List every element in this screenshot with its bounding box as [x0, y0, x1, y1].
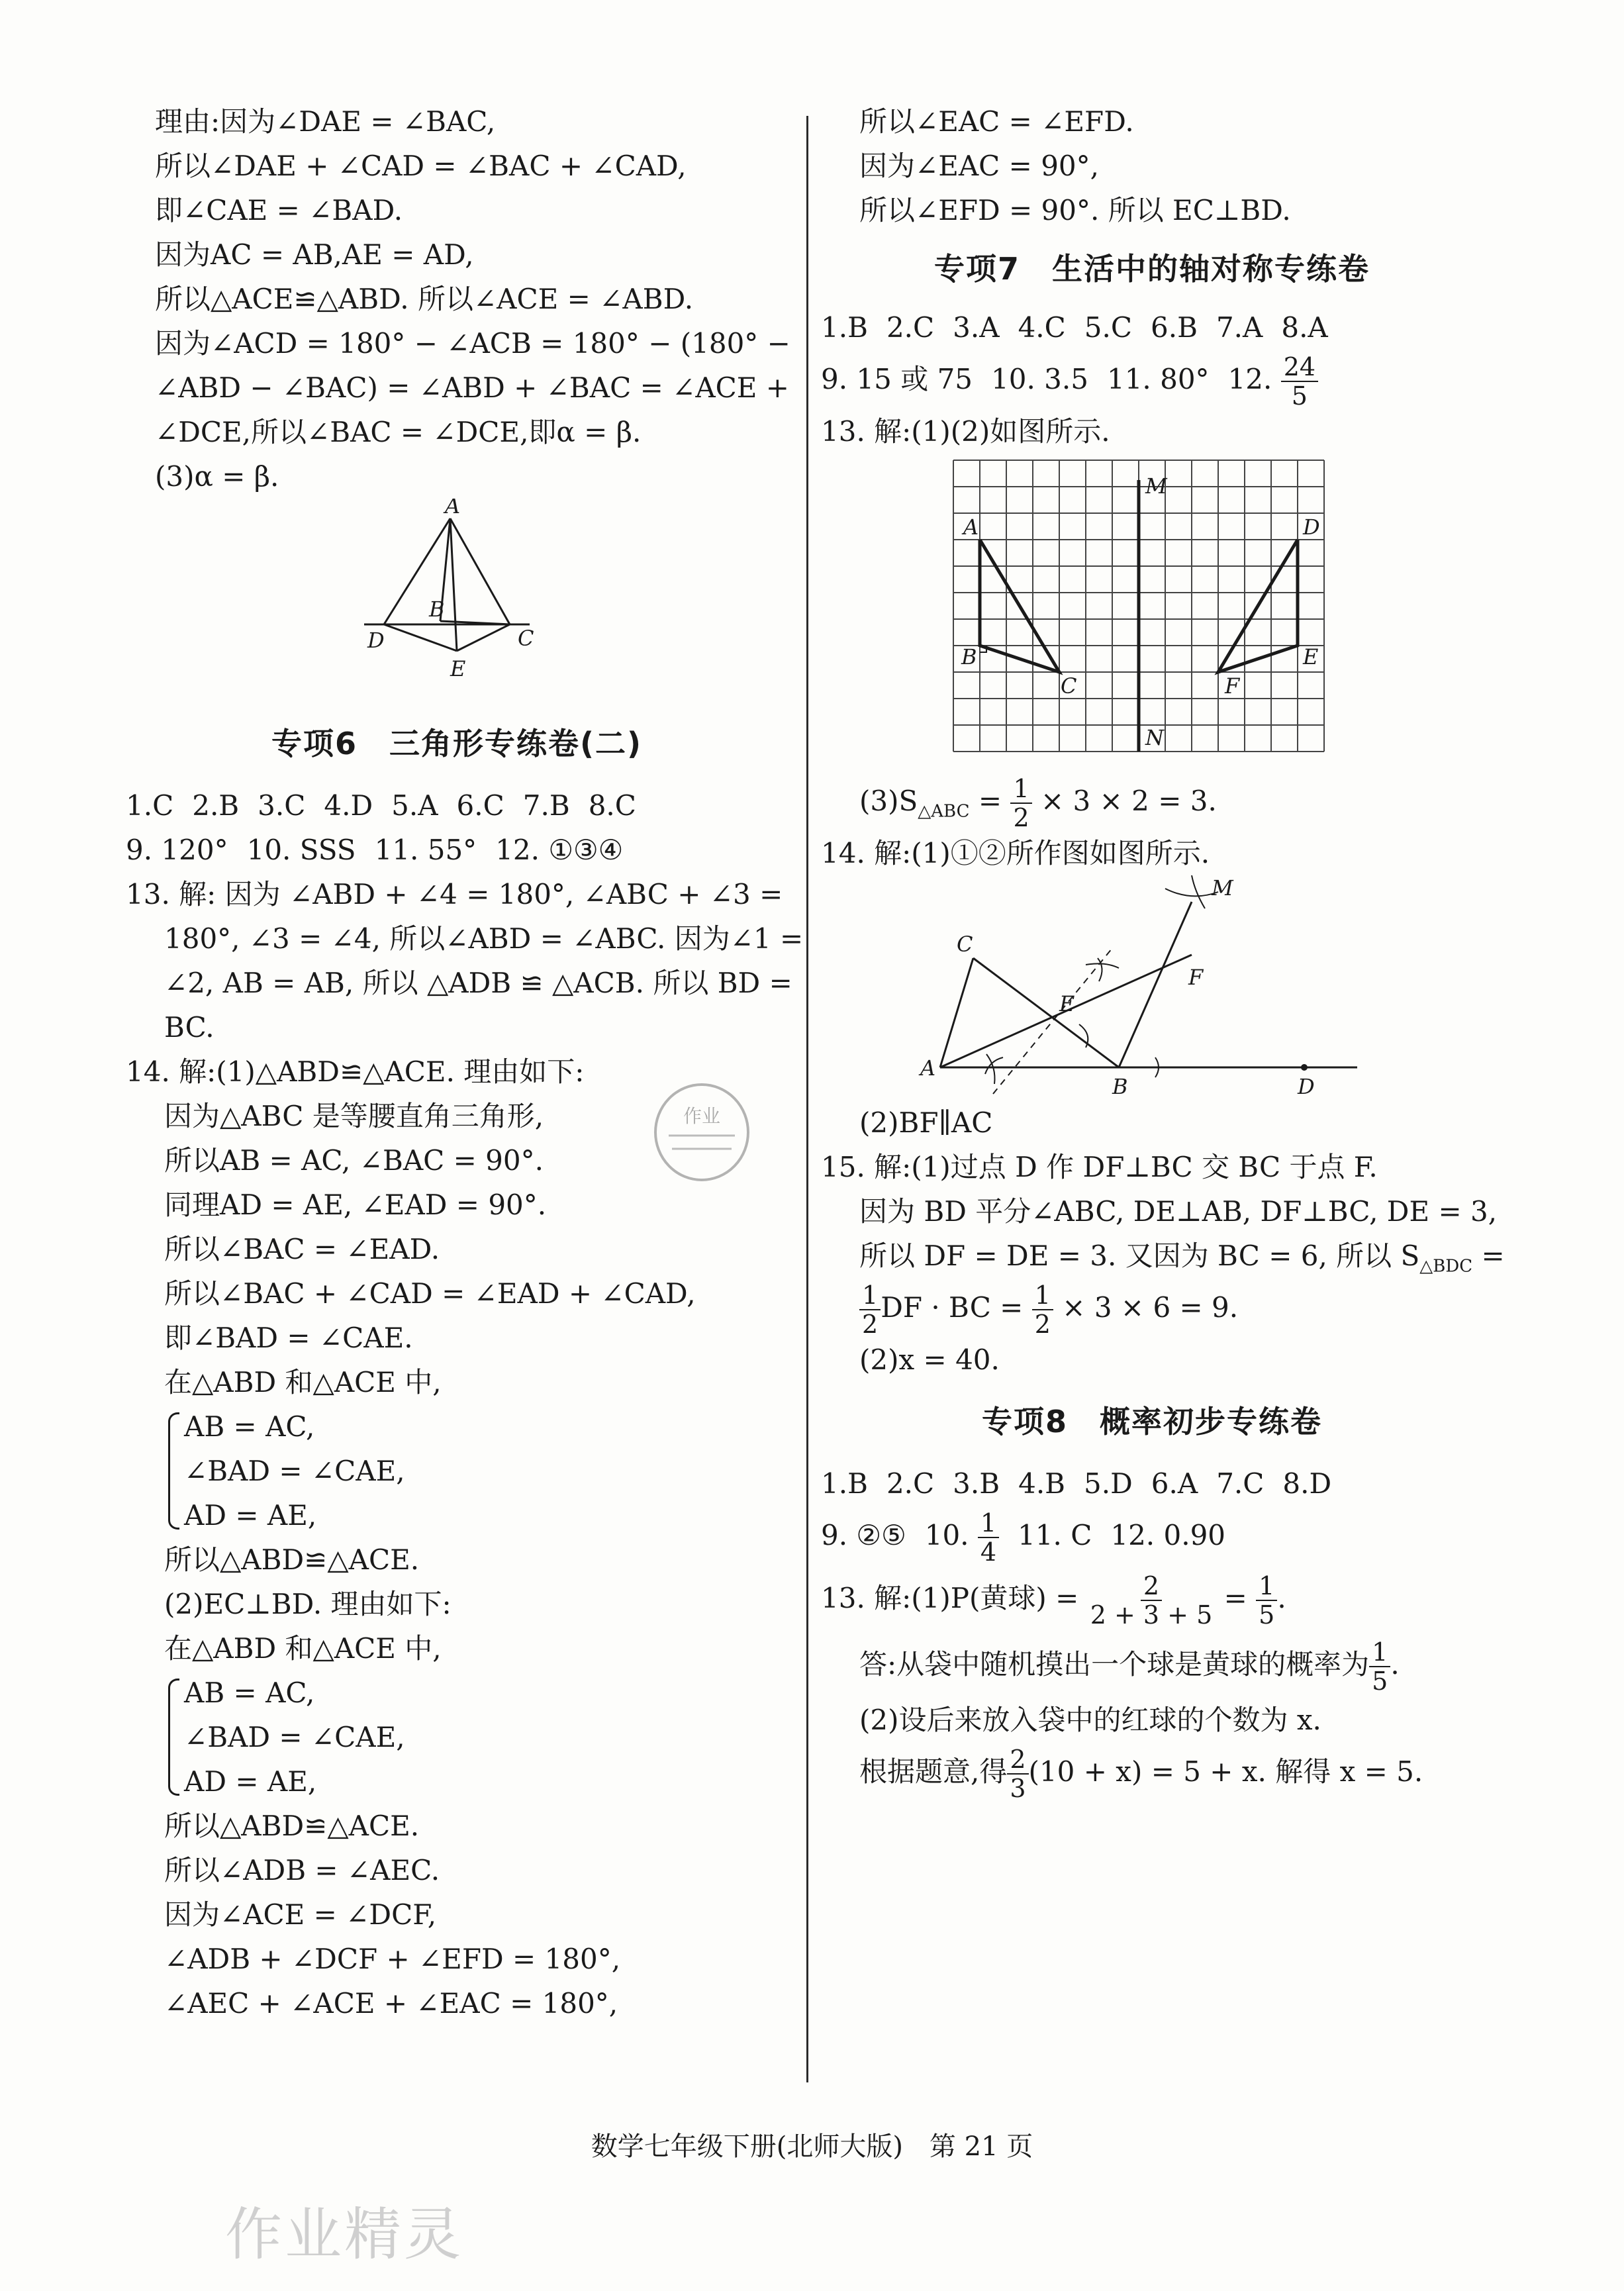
numerator: 2	[1141, 1572, 1162, 1601]
answer: 6.A	[1151, 1467, 1198, 1500]
fig1-label-e: E	[450, 656, 466, 681]
answer: 4.B	[1018, 1467, 1066, 1500]
q14-line: 所以△ABD≌△ACE.	[164, 1543, 420, 1576]
q15-line4	[821, 1278, 1483, 1338]
q15-line: 因为 BD 平分∠ABC, DE⊥AB, DF⊥BC, DE = 3,	[859, 1195, 1498, 1228]
answers8-row2	[821, 1506, 1483, 1565]
fig14-label-e: E	[1059, 991, 1075, 1016]
fraction	[1032, 1281, 1053, 1338]
answers6-row1	[126, 783, 788, 828]
answer: 11. C	[1018, 1519, 1092, 1551]
numerator: 1	[978, 1509, 999, 1538]
fig1-label-a: A	[445, 499, 461, 518]
q14-line: 所以∠BAC + ∠CAD = ∠EAD + ∠CAD,	[164, 1277, 696, 1310]
q13-line: ∠2, AB = AB, 所以 △ADB ≌ △ACB. 所以 BD =	[164, 967, 792, 999]
answer: 12. ①③④	[495, 834, 624, 866]
fraction	[859, 1281, 881, 1338]
q15-line: 15. 解:(1)过点 D 作 DF⊥BC 交 BC 于点 F.	[821, 1151, 1378, 1183]
answer: 12. 0.90	[1110, 1519, 1226, 1551]
stamp-icon	[642, 1073, 761, 1192]
answer: 9. ②⑤	[821, 1519, 906, 1551]
q14-body	[126, 1094, 788, 2025]
grid-figure	[821, 454, 1483, 771]
answer: 4.D	[324, 789, 373, 822]
brace-line: AD = AE,	[184, 1765, 317, 1798]
q13-line: 180°, ∠3 = ∠4, 所以∠ABD = ∠ABC. 因为∠1 =	[164, 922, 804, 955]
answer: 1.B	[821, 1467, 868, 1500]
answer: 4.C	[1018, 311, 1066, 344]
answer-12-label: 12.	[1227, 363, 1272, 395]
q14-line: 同理AD = AE, ∠EAD = 90°.	[164, 1189, 547, 1221]
denominator: 3	[1010, 1774, 1026, 1803]
fig1-label-b: B	[429, 597, 445, 622]
q13-prob: 13. 解:(1)P(黄球) = $\frac{2}{2 + 3 + 5}$ = $\frac{1}{5}$ .	[821, 1571, 1286, 1630]
numerator: 1	[1010, 775, 1031, 804]
denominator: 5	[1291, 381, 1308, 411]
answer: 10. SSS	[246, 834, 356, 866]
q14-line: 因为∠ACE = ∠DCF,	[164, 1898, 437, 1931]
denominator: 5	[1259, 1600, 1275, 1630]
fig14-label-a: A	[920, 1055, 936, 1081]
answer: 8.A	[1281, 311, 1328, 344]
triangle-figure	[126, 499, 788, 704]
fig14-label-c: C	[957, 932, 973, 957]
text: 答:从袋中随机摸出一个球是黄球的概率为	[859, 1648, 1370, 1681]
proof-line: 因为∠EAC = 90°,	[859, 150, 1100, 182]
q13-answer: 答:从袋中随机摸出一个球是黄球的概率为 $\frac{1}{5}$ .	[859, 1637, 1400, 1696]
denominator: 4	[980, 1537, 997, 1567]
answer: 3.A	[953, 311, 1000, 344]
answer: 9. 15 或 75	[821, 363, 973, 395]
answers7-row1	[821, 305, 1483, 350]
fraction	[1256, 1572, 1277, 1629]
brace-system-2	[164, 1671, 788, 1804]
proof-line: 因为AC = AB,AE = AD,	[155, 238, 474, 271]
q15-part2: (2)x = 40.	[859, 1343, 1000, 1376]
grid-label-d: D	[1303, 514, 1320, 540]
text: 所以 DF = DE = 3. 又因为 BC = 6, 所以 S	[859, 1240, 1420, 1272]
numerator: 1	[1032, 1281, 1053, 1310]
fraction	[1088, 1572, 1216, 1629]
text: 根据题意,得	[859, 1755, 1008, 1788]
brace-line: AB = AC,	[184, 1677, 315, 1709]
answer: 3.B	[953, 1467, 1000, 1500]
q14-line: 所以∠BAC = ∠EAD.	[164, 1233, 440, 1265]
q14-line: 所以∠ADB = ∠AEC.	[164, 1854, 440, 1886]
answer: 6.B	[1151, 311, 1198, 344]
text: (3)S	[859, 785, 918, 817]
q13-line: BC.	[164, 1011, 215, 1044]
fraction	[1010, 775, 1031, 832]
q14-line: 即∠BAD = ∠CAE.	[164, 1322, 413, 1354]
brace-line: ∠BAD = ∠CAE,	[184, 1721, 405, 1753]
brace-system-1	[164, 1404, 788, 1537]
answer: 2.B	[192, 789, 240, 822]
proof-line: 所以△ACE≌△ABD. 所以∠ACE = ∠ABD.	[155, 283, 694, 315]
proof-line: 理由:因为∠DAE = ∠BAC,	[155, 105, 496, 138]
numerator: 24	[1281, 353, 1318, 382]
fraction	[1369, 1638, 1390, 1695]
q14-line: (2)EC⊥BD. 理由如下:	[164, 1588, 452, 1620]
proof-line: 因为∠ACD = 180° − ∠ACB = 180° − (180° −	[155, 327, 790, 360]
fig14-label-f: F	[1188, 965, 1204, 990]
answer: 11. 80°	[1106, 363, 1210, 395]
proof-line: 所以∠EFD = 90°. 所以 EC⊥BD.	[859, 194, 1291, 226]
answer: 3.C	[258, 789, 306, 822]
q14-head: 14. 解:(1)①②所作图如图所示.	[821, 837, 1210, 869]
q13-part2: (2)设后来放入袋中的红球的个数为 x.	[859, 1704, 1321, 1736]
section7-title: 专项7 生活中的轴对称专练卷	[933, 251, 1370, 287]
column-divider	[806, 116, 808, 2082]
q14-line: 所以△ABD≌△ACE.	[164, 1810, 420, 1842]
proof-line: 所以∠DAE + ∠CAD = ∠BAC + ∠CAD,	[155, 150, 687, 182]
text: × 3 × 6 = 9.	[1062, 1291, 1239, 1324]
denominator: 5	[1372, 1667, 1388, 1696]
text: =	[1472, 1240, 1505, 1272]
fraction	[978, 1509, 999, 1566]
proof-line: 即∠CAE = ∠BAD.	[155, 194, 403, 226]
answer: 7.C	[1216, 1467, 1265, 1500]
stamp-text: 作业	[683, 1105, 721, 1127]
section6-title: 专项6 三角形专练卷(二)	[271, 726, 643, 761]
answer: 5.C	[1084, 311, 1132, 344]
fig14-label-m: M	[1212, 875, 1233, 901]
proof-line: (3)α = β.	[155, 460, 279, 493]
brace-line: ∠BAD = ∠CAE,	[184, 1455, 405, 1487]
subscript: △BDC	[1419, 1256, 1473, 1277]
left-column	[126, 99, 804, 2025]
answer-10	[925, 1506, 999, 1565]
answer: 5.D	[1084, 1467, 1133, 1500]
grid-label-m: M	[1145, 473, 1167, 499]
text: =	[969, 785, 1011, 817]
grid-label-c: C	[1061, 673, 1077, 699]
fig1-label-c: C	[518, 626, 534, 651]
answer-10-label: 10.	[924, 1519, 969, 1551]
answer: 8.C	[588, 789, 636, 822]
grid-label-a: A	[963, 514, 979, 540]
proof-continuation	[821, 99, 1483, 232]
subscript: △ABC	[918, 801, 970, 822]
watermark: 作业精灵	[225, 2202, 463, 2268]
numerator: 1	[1369, 1638, 1390, 1667]
denominator: 2	[1034, 1310, 1051, 1339]
answer: 2.C	[886, 311, 935, 344]
q14-part2: (2)BF∥AC	[859, 1106, 993, 1139]
fraction	[1007, 1745, 1028, 1802]
fig14-label-b: B	[1112, 1074, 1128, 1099]
grid-label-b: B	[961, 644, 977, 669]
numerator: 1	[859, 1281, 881, 1310]
brace-line: AD = AE,	[184, 1499, 317, 1532]
q13-head: 13. 解:(1)(2)如图所示.	[821, 415, 1110, 448]
answer: 7.B	[522, 789, 570, 822]
q14-head: 14. 解:(1)△ABD≌△ACE. 理由如下:	[126, 1055, 585, 1088]
answer: 6.C	[456, 789, 504, 822]
answers7-row2	[821, 350, 1483, 409]
answers8-row1	[821, 1461, 1483, 1506]
text: DF · BC =	[881, 1291, 1032, 1324]
page-footer: 数学七年级下册(北师大版) 第 21 页	[591, 2131, 1033, 2162]
right-column	[821, 99, 1505, 1803]
q13-part3	[821, 771, 1483, 831]
text: (10 + x) = 5 + x. 解得 x = 5.	[1028, 1755, 1423, 1788]
text: 13. 解:(1)P(黄球) =	[821, 1582, 1088, 1614]
brace-line: AB = AC,	[184, 1410, 315, 1443]
proof-line: 所以∠EAC = ∠EFD.	[859, 105, 1134, 138]
denominator: 2	[1013, 803, 1029, 832]
q14-line: ∠ADB + ∠DCF + ∠EFD = 180°,	[164, 1943, 621, 1975]
section8-title: 专项8 概率初步专练卷	[981, 1404, 1322, 1439]
answer: 10. 3.5	[991, 363, 1088, 395]
answer: 8.D	[1282, 1467, 1332, 1500]
proof-line: ∠DCE,所以∠BAC = ∠DCE,即α = β.	[155, 416, 642, 448]
q13-part2-eq	[821, 1742, 1483, 1802]
q14-line: ∠AEC + ∠ACE + ∠EAC = 180°,	[164, 1987, 618, 2020]
grid-label-n: N	[1145, 725, 1164, 750]
q14-line: 在△ABD 和△ACE 中,	[164, 1632, 442, 1665]
q14-line: 因为△ABC 是等腰直角三角形,	[164, 1100, 544, 1132]
answer-12	[1228, 350, 1319, 409]
fig1-label-d: D	[367, 628, 385, 653]
answer: 11. 55°	[374, 834, 477, 866]
answer: 9. 120°	[126, 834, 228, 866]
proof-line: ∠ABD − ∠BAC) = ∠ABD + ∠BAC = ∠ACE +	[155, 371, 789, 404]
answer: 1.C	[126, 789, 174, 822]
grid-label-f: F	[1225, 673, 1240, 699]
answer: 2.C	[886, 1467, 935, 1500]
text: × 3 × 2 = 3.	[1040, 785, 1217, 817]
construction-figure	[821, 875, 1483, 1100]
fig14-label-d: D	[1298, 1074, 1315, 1099]
answer: 5.A	[391, 789, 438, 822]
answer: 1.B	[821, 311, 868, 344]
denominator: 2	[862, 1310, 879, 1339]
numerator: 2	[1007, 1745, 1028, 1775]
q15-line3	[821, 1234, 1505, 1278]
grid-label-e: E	[1303, 644, 1319, 669]
denominator: 2 + 3 + 5	[1090, 1600, 1213, 1630]
q14-line: 在△ABD 和△ACE 中,	[164, 1366, 442, 1398]
q14-line: 所以AB = AC, ∠BAC = 90°.	[164, 1144, 544, 1177]
answer: 7.A	[1216, 311, 1263, 344]
fraction	[1281, 353, 1318, 410]
proof-block-a	[126, 99, 788, 499]
q13-line: 13. 解: 因为 ∠ABD + ∠4 = 180°, ∠ABC + ∠3 =	[126, 878, 783, 910]
numerator: 1	[1256, 1572, 1277, 1601]
answers6-row2	[126, 828, 788, 872]
